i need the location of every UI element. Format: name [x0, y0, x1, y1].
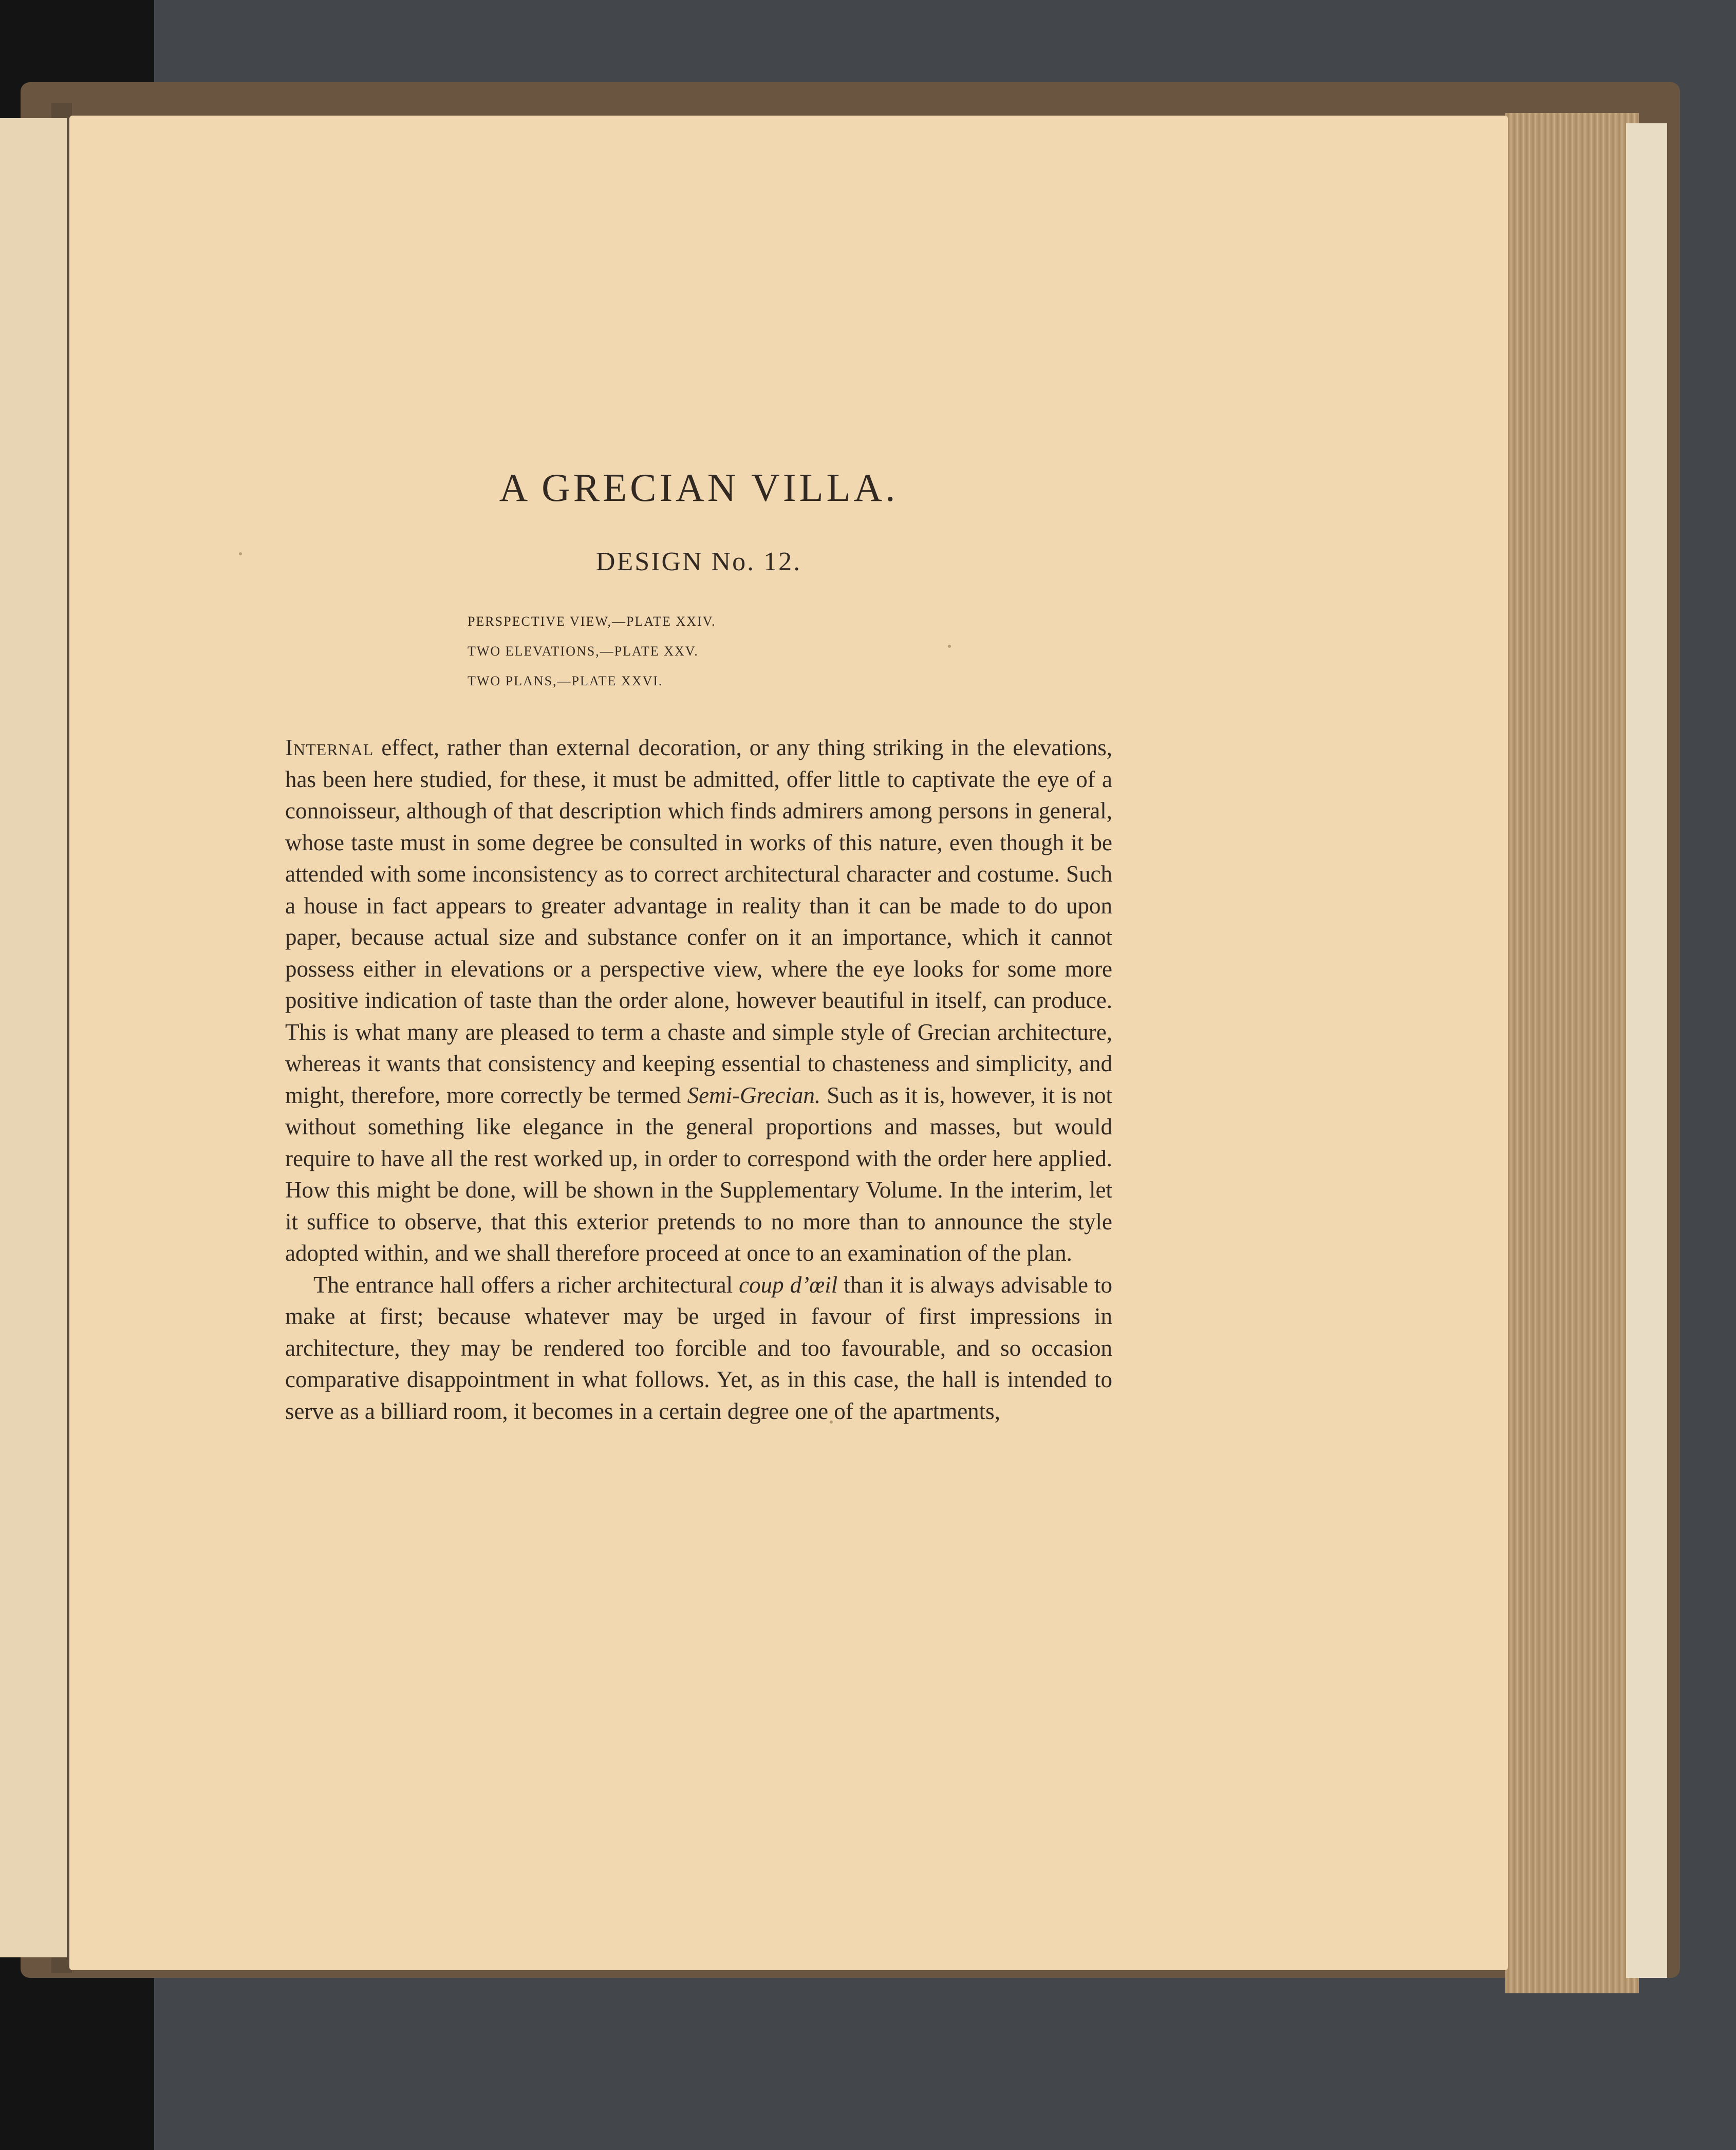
paragraph-text: Such as it is, however, it is not without something like elegance in the general proportions and masses, but would require to have all the rest worked up, in order to correspond with the order here applied. How this might be done, will be shown in the Supplementary Volume. In the interim, let it suffice to observe, that this exterior pretends to no more than to announce the style adopted within, and we shall therefore proceed at once to an examination of the plan. — [285, 1082, 1112, 1266]
paragraph-text: effect, rather than external decoration, or any thing striking in the elevations, has been here studied, for these, it must be admitted, offer little to captivate the eye of a connoisseur, although of that description which finds admirers among persons in general, whose taste must in some degree be consulted in works of this nature, even though it be attended with some inconsistency as to correct architectural character and costume. Such a house in fact appears to greater advantage in reality than it can be made to do upon paper, because actual size and substance confer on it an importance, which it cannot possess either in elevations or a perspective view, where the eye looks for some more positive indication of taste than the order alone, however beautiful in itself, can produce. This is what many are pleased to term a chaste and simple style of Grecian architecture, whereas it wants that consistency and keeping essential to chasteness and simplicity, and might, therefore, more correctly be termed — [285, 735, 1112, 1108]
body-text — [285, 732, 1112, 1427]
left-page-edge — [0, 118, 67, 1957]
page-edges — [1505, 113, 1639, 1993]
italic-term: Semi-Grecian. — [687, 1082, 821, 1108]
paragraph-2 — [285, 1269, 1112, 1428]
plate-line: TWO ELEVATIONS,—PLATE XXV. — [468, 644, 699, 659]
paragraph-text: The entrance hall offers a richer architectural — [313, 1272, 739, 1298]
paragraph-text: than it is always advisable to make at first; because whatever may be urged in favour of first impressions in architecture, they may be rendered too forcible and too favourable, and so occasion comparative disappointment in what follows. Yet, as in this case, the hall is intended to serve as a billiard room, it becomes in a certain degree one of the apartments, — [285, 1272, 1112, 1424]
design-number: DESIGN No. 12. — [595, 547, 802, 576]
paragraph-1 — [285, 732, 1112, 1269]
page-content — [285, 465, 1112, 1427]
endpaper — [1626, 123, 1667, 1978]
foxing-spot — [239, 552, 242, 555]
plate-line: TWO PLANS,—PLATE XXVI. — [468, 674, 663, 688]
plate-list — [468, 607, 1112, 696]
plate-line: PERSPECTIVE VIEW,—PLATE XXIV. — [468, 614, 716, 629]
italic-term: coup d’œil — [739, 1272, 838, 1298]
drop-word: Internal — [285, 735, 374, 760]
page-title: A GRECIAN VILLA. — [499, 465, 899, 510]
